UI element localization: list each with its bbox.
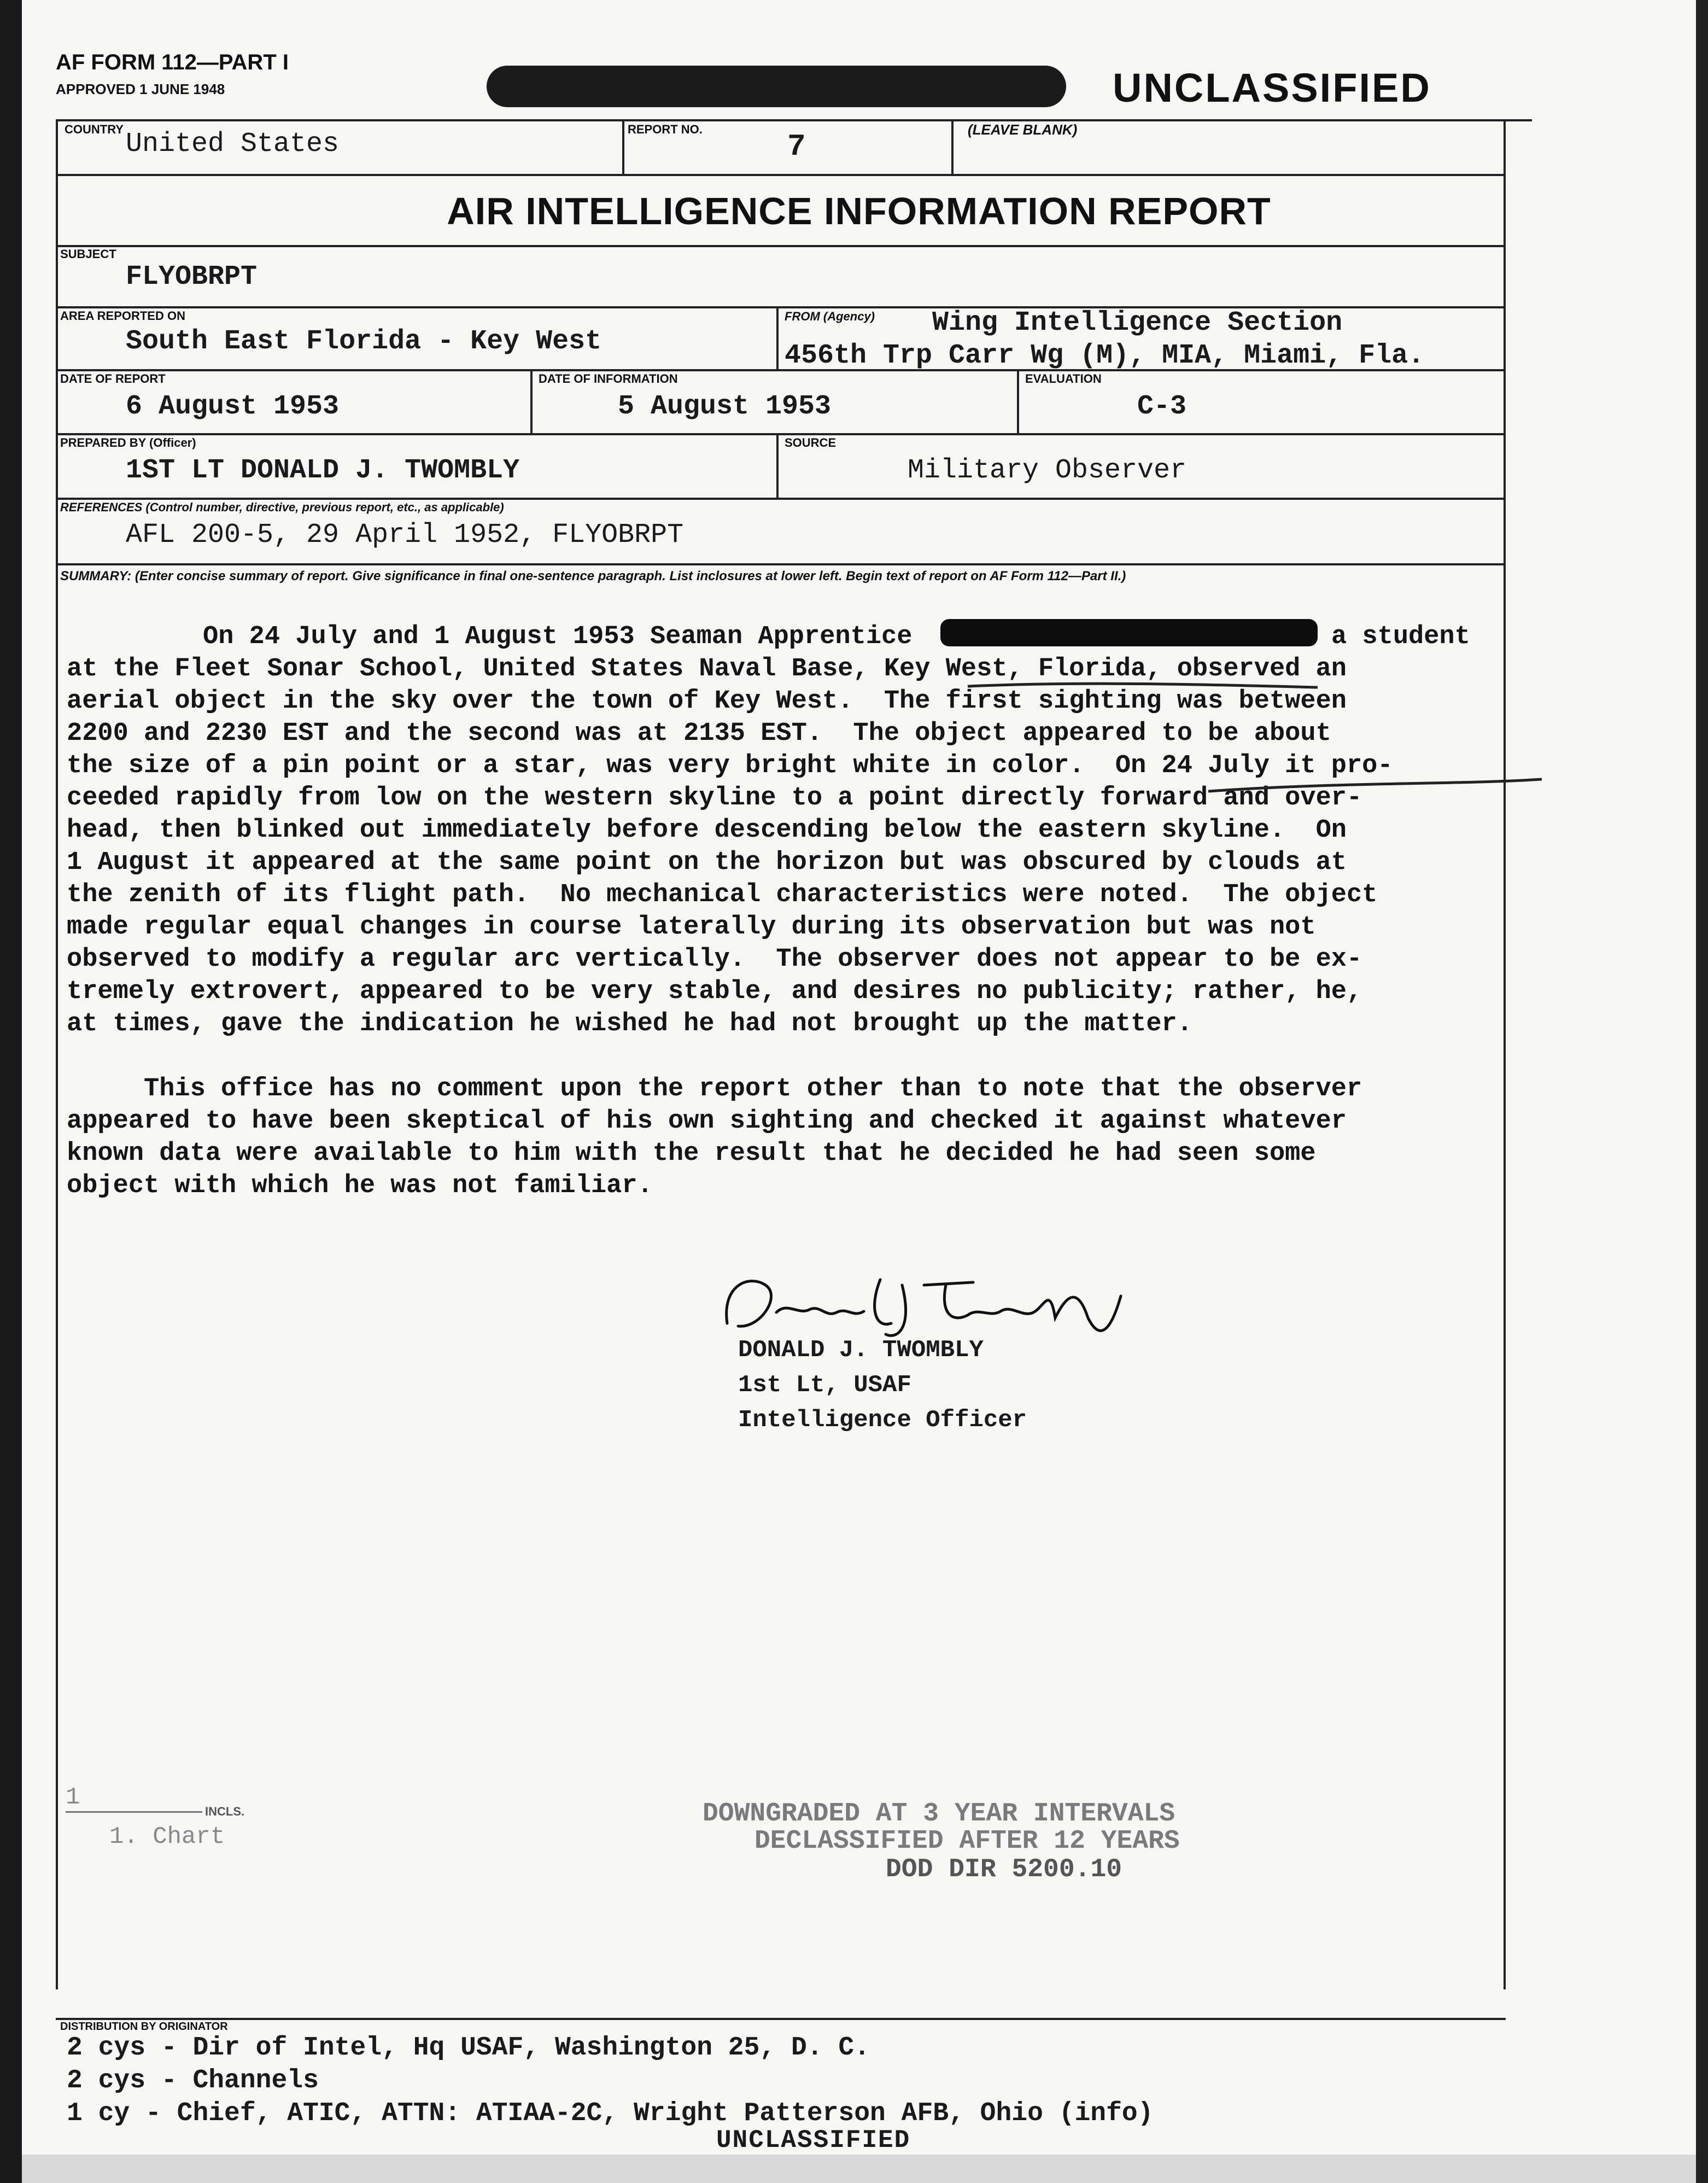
subject-label: SUBJECT [60, 247, 116, 261]
evaluation-value: C-3 [1137, 391, 1187, 422]
body-para1-line9: the zenith of its flight path. No mechanical characteristics were noted. The object [67, 880, 1378, 909]
subject-value: FLYOBRPT [126, 261, 258, 293]
body-para2-line3: known data were available to him with the result that he decided he had seen some [67, 1139, 1316, 1168]
area-value: South East Florida - Key West [126, 326, 602, 357]
report-no-value: 7 [787, 129, 806, 164]
inclosure-item: 1. Chart [109, 1823, 225, 1851]
date-of-report-value: 6 August 1953 [126, 391, 340, 422]
redaction-name [940, 619, 1318, 646]
signer-rank: 1st Lt, USAF [738, 1371, 911, 1399]
from-value-line2: 456th Trp Carr Wg (M), MIA, Miami, Fla. [785, 340, 1425, 371]
distribution-line1: 2 cys - Dir of Intel, Hq USAF, Washington 25, D. C. [67, 2033, 870, 2063]
body-para1-line10: made regular equal changes in course laterally during its observation but was not [67, 913, 1316, 942]
country-value: United States [126, 129, 340, 160]
downgrade-stamp-line3: DOD DIR 5200.10 [886, 1855, 1122, 1884]
body-para1-line1b: a student [1331, 622, 1470, 651]
body-para1-line6: ceeded rapidly from low on the western skyline to a point directly forward and over- [67, 784, 1362, 813]
document-page [22, 0, 1696, 2155]
signer-name: DONALD J. TWOMBLY [738, 1336, 984, 1364]
body-para1-line11: observed to modify a regular arc vertically. The observer does not appear to be ex- [67, 945, 1362, 974]
area-label: AREA REPORTED ON [60, 309, 185, 323]
body-para1-line3: aerial object in the sky over the town of Key West. The first sighting was between [67, 687, 1347, 716]
form-id: AF FORM 112—PART I [56, 50, 289, 74]
from-value-line1: Wing Intelligence Section [932, 307, 1343, 338]
body-para1-line8: 1 August it appeared at the same point on the horizon but was obscured by clouds at [67, 848, 1347, 877]
body-para1-line12: tremely extrovert, appeared to be very stable, and desires no publicity; rather, he, [67, 977, 1362, 1006]
classification-header: UNCLASSIFIED [1113, 65, 1431, 110]
signer-title: Intelligence Officer [738, 1406, 1027, 1434]
pen-underline-marks [924, 675, 1564, 807]
handwritten-signature [716, 1263, 1126, 1345]
references-label: REFERENCES (Control number, directive, previous report, etc., as applicable) [60, 500, 504, 514]
from-label: FROM (Agency) [785, 310, 875, 323]
source-label: SOURCE [785, 436, 837, 450]
body-para2-line4: object with which he was not familiar. [67, 1171, 653, 1200]
summary-label: SUMMARY: (Enter concise summary of report. Give significance in final one-sentence paragraph. List inclosures at lower left. Begin text of report on AF Form 112—Part II.) [60, 569, 1126, 583]
redaction-header [487, 66, 1066, 107]
prepared-by-label: PREPARED BY (Officer) [60, 436, 196, 450]
distribution-label: DISTRIBUTION BY ORIGINATOR [60, 2021, 228, 2033]
body-para1-line5: the size of a pin point or a star, was very bright white in color. On 24 July it pro- [67, 751, 1393, 780]
source-value: Military Observer [908, 455, 1187, 486]
prepared-by-value: 1ST LT DONALD J. TWOMBLY [126, 455, 520, 486]
scan-border-right [1696, 0, 1708, 2183]
date-of-info-label: DATE OF INFORMATION [539, 372, 678, 386]
date-of-report-label: DATE OF REPORT [60, 372, 166, 386]
distribution-line2: 2 cys - Channels [67, 2066, 319, 2096]
body-para2-line2: appeared to have been skeptical of his own sighting and checked it against whatever [67, 1107, 1347, 1136]
body-para2-line1: This office has no comment upon the report other than to note that the observer [67, 1075, 1362, 1104]
scan-border-left [0, 0, 22, 2183]
inclosure-count: 1 [66, 1784, 80, 1811]
downgrade-stamp-line2: DECLASSIFIED AFTER 12 YEARS [754, 1826, 1180, 1856]
date-of-info-value: 5 August 1953 [618, 391, 832, 422]
report-title: AIR INTELLIGENCE INFORMATION REPORT [447, 190, 1271, 232]
leave-blank-label: (LEAVE BLANK) [968, 121, 1078, 138]
body-para1-line4: 2200 and 2230 EST and the second was at 2135 EST. The object appeared to be about [67, 719, 1331, 748]
downgrade-stamp-line1: DOWNGRADED AT 3 YEAR INTERVALS [703, 1799, 1175, 1829]
report-no-label: REPORT NO. [628, 122, 703, 136]
body-para1-line13: at times, gave the indication he wished he had not brought up the matter. [67, 1009, 1192, 1038]
form-approved: APPROVED 1 JUNE 1948 [56, 81, 225, 97]
body-para1-line7: head, then blinked out immediately before descending below the eastern skyline. On [67, 816, 1347, 845]
body-para1-line1: On 24 July and 1 August 1953 Seaman Apprentice [126, 622, 913, 651]
inclosure-label: INCLS. [205, 1805, 245, 1818]
distribution-line3: 1 cy - Chief, ATIC, ATTN: ATIAA-2C, Wright Patterson AFB, Ohio (info) [67, 2099, 1154, 2128]
classification-footer: UNCLASSIFIED [716, 2126, 911, 2155]
references-value: AFL 200-5, 29 April 1952, FLYOBRPT [126, 520, 684, 551]
evaluation-label: EVALUATION [1025, 372, 1102, 386]
country-label: COUNTRY [65, 122, 124, 136]
body-para1-line2: at the Fleet Sonar School, United States Naval Base, Key West, Florida, observed an [67, 655, 1347, 684]
